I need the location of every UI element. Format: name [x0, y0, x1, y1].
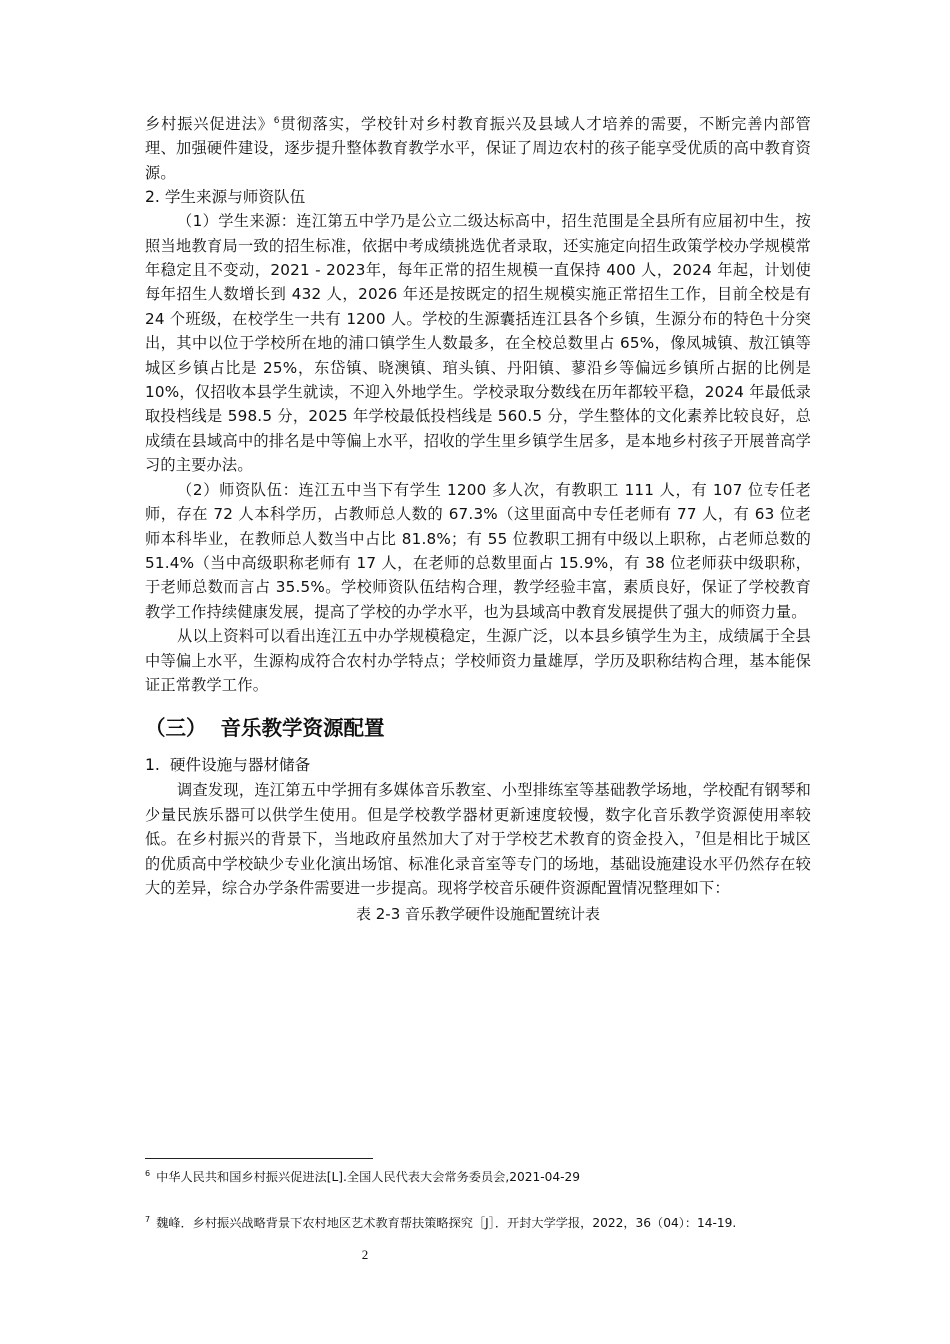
paragraph-hardware — [145, 778, 811, 900]
document-body — [145, 112, 811, 926]
paragraph-summary: 从以上资料可以看出连江五中办学规模稳定，生源广泛，以本县乡镇学生为主，成绩属于全县中等偏上水平，生源构成符合农村办学特点；学校师资力量雄厚，学历及职称结构合理，基本能保证正常教学工作。 — [145, 627, 811, 694]
heading-hardware — [145, 753, 811, 778]
footnote-text: 中华人民共和国乡村振兴促进法[L].全国人民代表大会常务委员会,2021-04-29 — [156, 1170, 581, 1185]
heading-students-teachers: 2. 学生来源与师资队伍 — [145, 188, 306, 207]
section-heading-music-resources — [145, 713, 811, 743]
paragraph-student-source: （1）学生来源：连江第五中学乃是公立二级达标高中，招生范围是全县所有应届初中生，按照当地教育局一致的招生标准，依据中考成绩挑选优者录取，还实施定向招生政策学校办学规模常年稳定且不变动，2021 - 2023年，每年正常的招生规模一直保持 400 人，2024 年起，计划使每年招生人数增长到 432 人，2026 年还是按既定的招生规模实施正常招生工作，目前全校是有 24 个班级，在校学生一共有 1200 人。学校的生源囊括连江县各个乡镇，生源分布的特色十分突出，其中以位于学校所在地的浦口镇学生人数最多，在全校总数里占 65%，像凤城镇、敖江镇等城区乡镇占比是 25%，东岱镇、晓澳镇、琯头镇、丹阳镇、蓼沿乡等偏远乡镇所占据的比例是 10%，仅招收本县学生就读，不迎入外地学生。学校录取分数线在历年都较平稳，2024 年最低录取投档线是 598.5 分，2025 年学校最低投档线是 560.5 分，学生整体的文化素养比较良好，总成绩在县域高中的排名是中等偏上水平，招收的学生里乡镇学生居多，是本地乡村孩子开展普高学习的主要办法。 — [145, 212, 811, 475]
intro-text-rest: 贯彻落实，学校针对乡村教育振兴及县域人才培养的需要，不断完善内部管理、加强硬件建设，逐步提升整体教育教学水平，保证了周边农村的孩子能享受优质的高中教育资源。 — [145, 115, 811, 182]
intro-text: 乡村振兴促进法》 — [145, 115, 274, 133]
table-caption: 表 2-3 音乐教学硬件设施配置统计表 — [355, 905, 601, 924]
footnote-ref-6: 6 — [273, 115, 280, 126]
footnote-7 — [145, 1212, 736, 1231]
section-number: （三） — [145, 716, 207, 741]
hardware-text-rest: 但是相比于城区的优质高中学校缺少专业化演出场馆、标准化录音室等专门的场地，基础设施建设水平仍然存在较大的差异，综合办学条件需要进一步提高。现将学校音乐硬件资源配置情况整理如下： — [145, 830, 811, 897]
footnote-mark: 7 — [145, 1215, 151, 1224]
hardware-text: 调查发现，连江第五中学拥有多媒体音乐教室、小型排练室等基础教学场地，学校配有钢琴和少量民族乐器可以供学生使用。但是学校教学器材更新速度较慢，数字化音乐教学资源使用率较低。在乡村振兴的背景下，当地政府虽然加大了对于学校艺术教育的资金投入， — [145, 781, 811, 849]
footnote-mark: 6 — [145, 1169, 151, 1178]
paragraph-intro — [145, 112, 811, 185]
paragraph-teacher-team: （2）师资队伍：连江五中当下有学生 1200 多人次，有教职工 111 人，有 107 位专任老师，存在 72 人本科学历，占教师总人数的 67.3%（这里面高中专任老师有 77 人，有 63 位老师本科毕业，在教师总人数当中占比 81.8%；有 55 位教职工拥有中级以上职称，占老师总数的 51.4%（当中高级职称老师有 17 人，在老师的总数里面占 15.9%，有 38 位老师获中级职称，于老师总数而言占 35.5%。学校师资队伍结构合理，教学经验丰富，素质良好，保证了学校教育教学工作持续健康发展，提高了学校的办学水平，也为县域高中教育发展提供了强大的师资力量。 — [145, 480, 811, 621]
section-title: 音乐教学资源配置 — [220, 716, 385, 741]
hardware-title: 硬件设施与器材储备 — [169, 756, 311, 775]
footnote-text: 魏峰．乡村振兴战略背景下农村地区艺术教育帮扶策略探究［J］．开封大学学报，2022，36（04）：14-19. — [156, 1216, 737, 1231]
footnote-separator — [145, 1158, 373, 1159]
footnote-ref-7: 7 — [695, 831, 701, 842]
footnote-6 — [145, 1166, 580, 1185]
page-number: 2 — [361, 1247, 369, 1262]
hardware-number: 1. — [145, 756, 160, 775]
